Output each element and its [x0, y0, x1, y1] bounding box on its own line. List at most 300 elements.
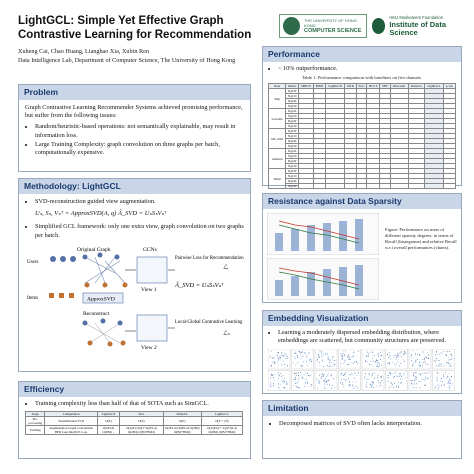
embedding-point	[420, 367, 421, 368]
embedding-point	[427, 365, 428, 366]
embedding-point	[358, 351, 359, 352]
embedding-point	[278, 384, 279, 385]
embedding-point	[439, 360, 440, 361]
embedding-point	[310, 386, 311, 387]
embedding-point	[393, 357, 394, 358]
value-cell	[408, 184, 425, 189]
embedding-point	[404, 354, 405, 355]
embedding-point	[334, 364, 335, 365]
embedding-point	[369, 364, 370, 365]
embedding-point	[284, 354, 285, 355]
embedding-point	[403, 354, 404, 355]
embedding-scatter-panel	[292, 349, 314, 369]
embedding-point	[311, 361, 312, 362]
embedding-point	[329, 366, 330, 367]
embedding-point	[416, 384, 417, 385]
embedding-point	[379, 387, 380, 388]
embedding-point	[441, 352, 442, 353]
embedding-point	[328, 357, 329, 358]
embedding-point	[352, 374, 353, 375]
embedding-point	[450, 354, 451, 355]
embedding-point	[284, 382, 285, 383]
embedding-point	[412, 387, 413, 388]
embedding-point	[420, 382, 421, 383]
embedding-point	[310, 376, 311, 377]
table-header: MHCN	[299, 84, 313, 89]
embedding-point	[357, 375, 358, 376]
embedding-point	[367, 362, 368, 363]
embedding-point	[381, 381, 382, 382]
graph-network	[85, 257, 125, 283]
embedding-point	[396, 356, 397, 357]
dataset-cell: Amazon	[269, 149, 286, 169]
embedding-point	[328, 359, 329, 360]
embedding-point	[411, 358, 412, 359]
embedding-point	[398, 382, 399, 383]
embedding-point	[326, 377, 327, 378]
item-icons	[49, 293, 74, 298]
embedding-point	[436, 359, 437, 360]
embedding-point	[402, 379, 403, 380]
embedding-point	[332, 358, 333, 359]
embedding-point	[388, 378, 389, 379]
embedding-point	[279, 376, 280, 377]
embedding-point	[295, 359, 296, 360]
embedding-point	[345, 374, 346, 375]
table-header: LightGCL	[425, 84, 444, 89]
embedding-point	[328, 380, 329, 381]
embedding-scatter-panel	[315, 371, 337, 391]
embedding-point	[400, 373, 401, 374]
embedding-point	[330, 366, 331, 367]
embedding-point	[342, 384, 343, 385]
embedding-point	[301, 357, 302, 358]
embedding-point	[394, 364, 395, 365]
embedding-point	[447, 383, 448, 384]
embedding-point	[444, 365, 445, 366]
embedding-point	[449, 379, 450, 380]
embedding-point	[415, 377, 416, 378]
hku-seal-icon	[283, 17, 300, 35]
embedding-point	[296, 373, 297, 374]
embedding-point	[348, 365, 349, 366]
embedding-point	[353, 388, 354, 389]
embedding-point	[374, 356, 375, 357]
embedding-point	[321, 378, 322, 379]
embedding-point	[452, 384, 453, 385]
table-header: LightGCN	[326, 84, 345, 89]
embedding-point	[285, 358, 286, 359]
embedding-point	[295, 378, 296, 379]
embedding-point	[411, 361, 412, 362]
embedding-point	[371, 387, 372, 388]
embedding-scatter-panel	[433, 349, 455, 369]
embedding-point	[356, 386, 357, 387]
embedding-point	[414, 380, 415, 381]
label-gcns: GCNs	[143, 246, 157, 253]
embedding-point	[319, 380, 320, 381]
embedding-point	[280, 385, 281, 386]
embedding-point	[368, 380, 369, 381]
embedding-point	[342, 383, 343, 384]
sparsity-chart-yelp	[267, 213, 379, 255]
poster-title: LightGCL: Simple Yet Effective Graph Contrastive Learning for Recommendation	[18, 15, 252, 41]
embedding-point	[328, 360, 329, 361]
embedding-point	[344, 356, 345, 357]
embedding-point	[397, 356, 398, 357]
embedding-point	[300, 373, 301, 374]
embedding-point	[392, 385, 393, 386]
embedding-point	[283, 355, 284, 356]
embedding-point	[423, 379, 424, 380]
embedding-point	[333, 379, 334, 380]
embedding-point	[325, 379, 326, 380]
embedding-point	[378, 367, 379, 368]
embedding-point	[321, 377, 322, 378]
value-cell	[443, 184, 455, 189]
table-header: Stage	[26, 412, 45, 417]
table-row	[269, 184, 456, 189]
embedding-point	[364, 378, 365, 379]
embedding-point	[389, 353, 390, 354]
label-localglobal: Local-Global Contrastive Learning	[175, 319, 243, 325]
label-users: Users	[27, 259, 39, 265]
embedding-point	[389, 363, 390, 364]
embedding-point	[413, 363, 414, 364]
embedding-point	[450, 360, 451, 361]
embedding-point	[436, 365, 437, 366]
embedding-point	[416, 373, 417, 374]
embedding-point	[270, 387, 271, 388]
embedding-point	[388, 358, 389, 359]
table-header: LightGCL	[201, 412, 242, 417]
embedding-point	[378, 382, 379, 383]
embedding-point	[397, 361, 398, 362]
logo-ids-top: HKU Musketeers Foundation	[389, 15, 444, 21]
embedding-point	[324, 381, 325, 382]
sparsity-heading: Resistance against Data Sparsity	[263, 194, 461, 209]
embedding-point	[274, 358, 275, 359]
metric-cell: N@20	[286, 134, 299, 139]
embedding-point	[330, 360, 331, 361]
embedding-point	[348, 355, 349, 356]
embedding-point	[350, 359, 351, 360]
embedding-point	[377, 354, 378, 355]
label-original-graph: Original Graph	[77, 246, 111, 253]
embedding-point	[422, 366, 423, 367]
embedding-point	[304, 375, 305, 376]
embedding-point	[423, 363, 424, 364]
embedding-point	[347, 364, 348, 365]
metric-cell: R@40	[286, 119, 299, 124]
embedding-point	[280, 359, 281, 360]
embedding-heading: Embedding Visualization	[263, 311, 461, 326]
affiliation: Data Intelligence Lab, Department of Computer Science, The University of Hong Kong	[18, 56, 236, 64]
embedding-point	[333, 366, 334, 367]
embedding-point	[412, 380, 413, 381]
embedding-point	[392, 386, 393, 387]
embedding-point	[302, 377, 303, 378]
embedding-point	[293, 363, 294, 364]
embedding-point	[341, 374, 342, 375]
embedding-point	[380, 359, 381, 360]
embedding-point	[321, 353, 322, 354]
embedding-point	[334, 365, 335, 366]
embedding-point	[305, 383, 306, 384]
embedding-point	[319, 357, 320, 358]
user-icons	[50, 256, 76, 262]
dataset-cell: Yelp	[269, 89, 286, 109]
embedding-point	[278, 360, 279, 361]
label-reconstruct: Reconstruct	[83, 310, 110, 317]
label-lr: ℒᵣ	[223, 264, 229, 271]
embedding-point	[287, 383, 288, 384]
methodology-panel	[18, 178, 251, 372]
embedding-point	[400, 363, 401, 364]
embedding-point	[434, 388, 435, 389]
embedding-point	[271, 366, 272, 367]
embedding-point	[373, 383, 374, 384]
metric-cell: N@40	[286, 164, 299, 169]
embedding-point	[298, 373, 299, 374]
problem-heading: Problem	[19, 85, 250, 100]
metric-cell: N@40	[286, 124, 299, 129]
dataset-cell: Tmall	[269, 169, 286, 189]
embedding-point	[272, 358, 273, 359]
embedding-point	[326, 382, 327, 383]
embedding-point	[349, 358, 350, 359]
embedding-point	[426, 358, 427, 359]
value-cell	[356, 184, 366, 189]
table-caption: Table 1: Performance comparison with baselines on five datasets.	[301, 75, 423, 81]
embedding-point	[380, 383, 381, 384]
embedding-point	[294, 373, 295, 374]
embedding-point	[354, 378, 355, 379]
metric-cell: R@40	[286, 99, 299, 104]
embedding-point	[450, 364, 451, 365]
embedding-point	[391, 384, 392, 385]
embedding-point	[373, 361, 374, 362]
embedding-point	[424, 380, 425, 381]
embedding-point	[283, 357, 284, 358]
embedding-point	[295, 380, 296, 381]
value-cell	[390, 184, 408, 189]
embedding-point	[427, 353, 428, 354]
embedding-point	[387, 355, 388, 356]
embedding-grid	[268, 349, 456, 393]
embedding-point	[428, 359, 429, 360]
embedding-point	[391, 382, 392, 383]
embedding-point	[366, 357, 367, 358]
embedding-point	[358, 373, 359, 374]
label-view1: View 1	[141, 286, 157, 293]
embedding-point	[413, 376, 414, 377]
embedding-point	[447, 351, 448, 352]
embedding-point	[340, 367, 341, 368]
embedding-point	[401, 364, 402, 365]
embedding-point	[401, 383, 402, 384]
embedding-point	[344, 360, 345, 361]
embedding-point	[341, 355, 342, 356]
embedding-point	[368, 354, 369, 355]
embedding-point	[446, 378, 447, 379]
embedding-point	[377, 364, 378, 365]
embedding-point	[327, 376, 328, 377]
metric-cell: R@20	[286, 129, 299, 134]
embedding-point	[418, 381, 419, 382]
table-header: DirectAU	[390, 84, 408, 89]
embedding-point	[282, 355, 283, 356]
embedding-point	[442, 366, 443, 367]
problem-intro: Graph Contrastive Learning Recommender Systems achieved promising performance, but suffer from the following issues:	[25, 104, 243, 120]
embedding-point	[441, 385, 442, 386]
embedding-point	[321, 378, 322, 379]
embedding-point	[331, 375, 332, 376]
embedding-point	[392, 362, 393, 363]
embedding-point	[440, 365, 441, 366]
metric-cell: N@20	[286, 94, 299, 99]
value-cell	[313, 184, 325, 189]
embedding-point	[437, 360, 438, 361]
embedding-point	[284, 378, 285, 379]
embedding-point	[411, 354, 412, 355]
embedding-scatter-panel	[362, 371, 384, 391]
embedding-point	[367, 379, 368, 380]
embedding-point	[278, 388, 279, 389]
metric-cell: R@20	[286, 169, 299, 174]
embedding-scatter-panel	[339, 371, 361, 391]
embedding-point	[444, 378, 445, 379]
embedding-point	[327, 354, 328, 355]
embedding-point	[306, 373, 307, 374]
value-cell	[380, 184, 390, 189]
embedding-point	[439, 364, 440, 365]
embedding-point	[324, 380, 325, 381]
embedding-point	[311, 384, 312, 385]
embedding-point	[414, 384, 415, 385]
embedding-point	[411, 384, 412, 385]
embedding-point	[390, 374, 391, 375]
embedding-point	[393, 388, 394, 389]
embedding-point	[272, 362, 273, 363]
embedding-point	[419, 366, 420, 367]
svd-formula: Uₛ, Sₛ, Vₛᵀ = ApproxSVD(A, q) Â_SVD = UₛSₛVₛᵀ	[35, 210, 167, 218]
embedding-point	[436, 352, 437, 353]
embedding-point	[451, 385, 452, 386]
embedding-point	[345, 372, 346, 373]
embedding-point	[449, 384, 450, 385]
embedding-point	[310, 375, 311, 376]
embedding-point	[373, 387, 374, 388]
embedding-point	[351, 373, 352, 374]
method-bullet: • SVD-reconstruction guided view augmentation.	[35, 198, 244, 206]
embedding-point	[399, 353, 400, 354]
performance-table	[268, 83, 456, 189]
embedding-point	[272, 375, 273, 376]
embedding-point	[283, 361, 284, 362]
embedding-point	[357, 388, 358, 389]
embedding-scatter-panel	[292, 371, 314, 391]
embedding-point	[350, 375, 351, 376]
embedding-point	[420, 362, 421, 363]
embedding-point	[325, 355, 326, 356]
embedding-point	[448, 382, 449, 383]
embedding-point	[343, 375, 344, 376]
embedding-point	[317, 361, 318, 362]
embedding-point	[283, 388, 284, 389]
embedding-point	[340, 354, 341, 355]
embedding-point	[270, 385, 271, 386]
embedding-point	[372, 382, 373, 383]
embedding-scatter-panel	[386, 349, 408, 369]
embedding-point	[439, 354, 440, 355]
embedding-scatter-panel	[409, 371, 431, 391]
embedding-point	[301, 366, 302, 367]
embedding-point	[284, 387, 285, 388]
embedding-point	[344, 379, 345, 380]
embedding-point	[302, 378, 303, 379]
embedding-point	[332, 385, 333, 386]
embedding-point	[348, 359, 349, 360]
embedding-point	[425, 379, 426, 380]
table-header: Computation	[45, 412, 97, 417]
embedding-point	[378, 355, 379, 356]
embedding-point	[278, 365, 279, 366]
embedding-point	[414, 379, 415, 380]
embedding-point	[388, 381, 389, 382]
embedding-point	[400, 379, 401, 380]
embedding-point	[343, 364, 344, 365]
embedding-point	[399, 366, 400, 367]
embedding-point	[436, 379, 437, 380]
embedding-point	[376, 367, 377, 368]
embedding-point	[366, 387, 367, 388]
embedding-point	[420, 375, 421, 376]
embedding-point	[354, 388, 355, 389]
problem-panel	[18, 84, 251, 172]
embedding-point	[420, 388, 421, 389]
embedding-point	[439, 386, 440, 387]
embedding-point	[322, 355, 323, 356]
embedding-point	[279, 356, 280, 357]
embedding-point	[323, 377, 324, 378]
embedding-point	[388, 376, 389, 377]
embedding-point	[370, 387, 371, 388]
table-header: SimGCL	[408, 84, 425, 89]
embedding-point	[286, 381, 287, 382]
embedding-point	[403, 360, 404, 361]
embedding-point	[398, 355, 399, 356]
embedding-point	[278, 378, 279, 379]
embedding-point	[442, 382, 443, 383]
embedding-point	[329, 385, 330, 386]
hku-cs-logo	[279, 14, 367, 38]
embedding-point	[293, 386, 294, 387]
embedding-point	[294, 379, 295, 380]
embedding-point	[450, 381, 451, 382]
embedding-point	[319, 383, 320, 384]
embedding-point	[356, 381, 357, 382]
metric-cell: R@40	[286, 139, 299, 144]
embedding-point	[437, 374, 438, 375]
embedding-point	[381, 355, 382, 356]
embedding-point	[368, 374, 369, 375]
embedding-point	[381, 351, 382, 352]
embedding-point	[318, 383, 319, 384]
embedding-point	[294, 357, 295, 358]
table-header: SGL	[120, 412, 163, 417]
embedding-point	[419, 355, 420, 356]
